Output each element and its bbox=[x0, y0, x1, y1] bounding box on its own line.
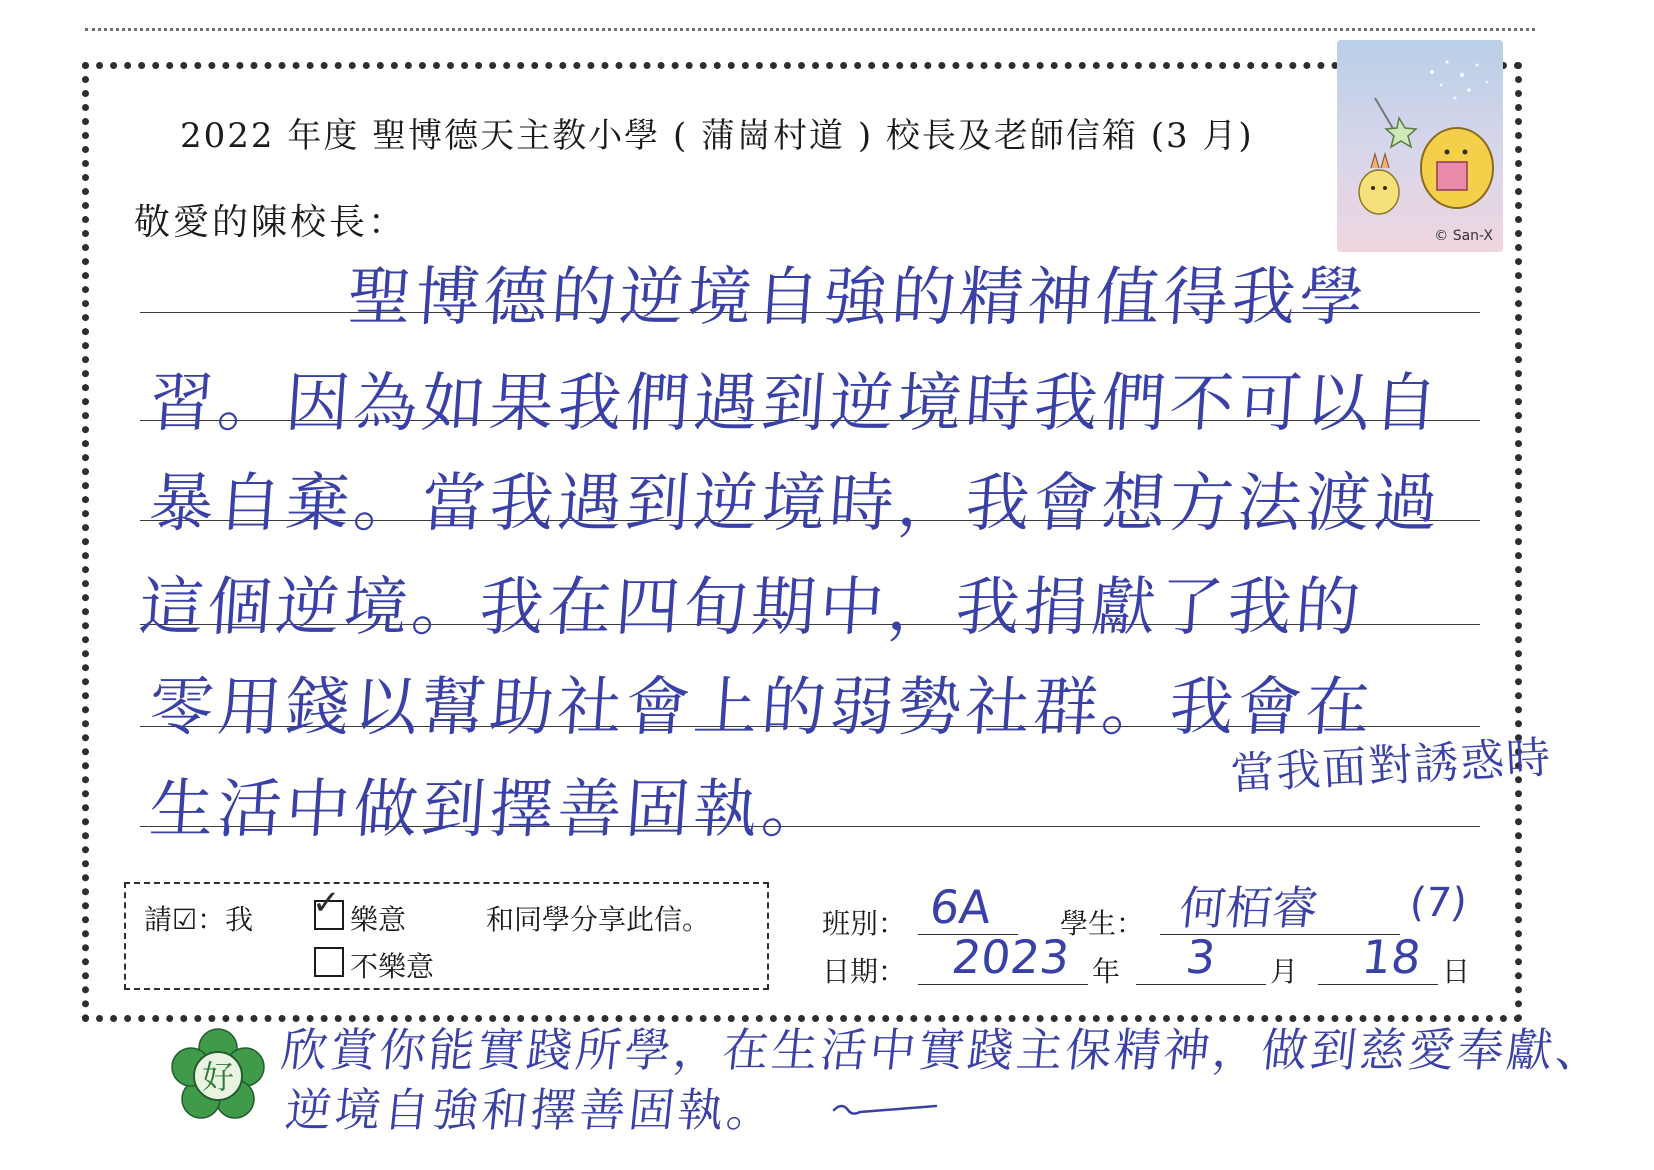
letter-line: 這個逆境。我在四旬期中，我捐獻了我的 bbox=[136, 571, 1367, 645]
not-willing-label: 不樂意 bbox=[350, 950, 435, 983]
month-field-line bbox=[1136, 984, 1266, 985]
letter-line: 習。因為如果我們遇到逆境時我們不可以自 bbox=[146, 367, 1445, 441]
letter-line: 零用錢以幫助社會上的弱勢社群。我會在 bbox=[146, 671, 1377, 745]
letter-line: 聖博德的逆境自強的精神值得我學 bbox=[344, 261, 1371, 335]
date-day: 18 bbox=[1359, 930, 1424, 984]
class-label: 班別： bbox=[822, 907, 907, 940]
consent-suffix: 和同學分享此信。 bbox=[486, 903, 711, 936]
date-month: 3 bbox=[1183, 930, 1219, 984]
pen-scribble-mark bbox=[830, 1098, 940, 1118]
teacher-comment-line: 欣賞你能實踐所學，在生活中實踐主保精神，做到慈愛奉獻、 bbox=[278, 1023, 1608, 1077]
day-unit: 日 bbox=[1442, 955, 1471, 988]
letter-line: 暴自棄。當我遇到逆境時，我會想方法渡過 bbox=[146, 467, 1445, 541]
student-label: 學生： bbox=[1060, 907, 1145, 940]
flower-badge-icon bbox=[170, 1028, 266, 1124]
check-mark-icon: ✓ bbox=[312, 883, 341, 923]
consent-prefix: 請☑：我 bbox=[144, 903, 254, 936]
class-value: 6A bbox=[927, 880, 994, 934]
willing-label: 樂意 bbox=[350, 903, 407, 936]
badge-text: 好 bbox=[201, 1058, 235, 1096]
sumikko-sticker bbox=[1337, 40, 1503, 252]
good-badge-stamp bbox=[170, 1028, 266, 1124]
letter-greeting: 敬愛的陳校長： bbox=[134, 202, 408, 243]
year-field-line bbox=[918, 984, 1088, 985]
date-year: 2023 bbox=[949, 930, 1072, 984]
letter-title: 2022 年度 聖博德天主教小學 ( 蒲崗村道 ) 校長及老師信箱 (3 月) bbox=[180, 116, 1254, 156]
sticker-illustration bbox=[1337, 40, 1503, 252]
sticker-credit: © San-X bbox=[1434, 228, 1493, 244]
letter-line: 生活中做到擇善固執。 bbox=[146, 773, 833, 847]
scan-edge-line bbox=[85, 28, 1535, 31]
date-label: 日期： bbox=[822, 955, 907, 988]
letter-insertion: 當我面對誘惑時 bbox=[1229, 732, 1554, 801]
student-name: 何栢睿 bbox=[1176, 881, 1321, 935]
student-number: (7) bbox=[1407, 880, 1470, 926]
day-field-line bbox=[1318, 984, 1438, 985]
month-unit: 月 bbox=[1270, 955, 1299, 988]
year-unit: 年 bbox=[1092, 955, 1121, 988]
teacher-comment-line: 逆境自強和擇善固執。 bbox=[282, 1083, 779, 1137]
not-willing-checkbox[interactable] bbox=[314, 947, 344, 977]
